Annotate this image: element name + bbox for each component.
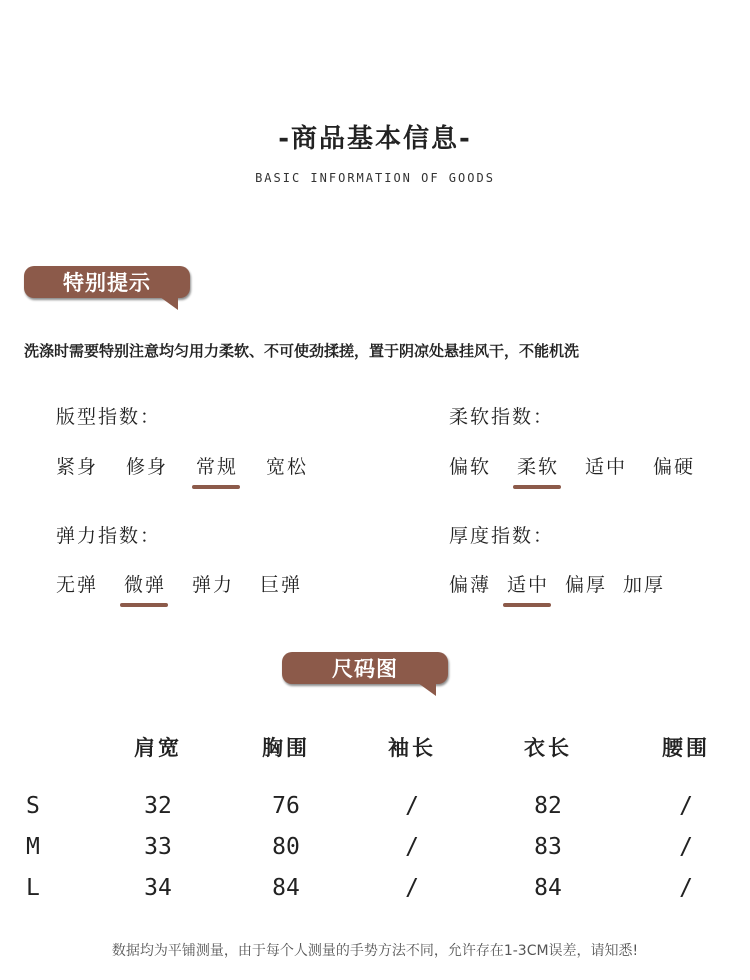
- table-cell: 84: [534, 875, 562, 901]
- fit-option: 修身: [126, 456, 169, 478]
- special-notice-tag: 特别提示: [24, 266, 190, 298]
- thickness-option: 加厚: [623, 574, 666, 596]
- softness-option-selected: 柔软: [517, 452, 559, 479]
- table-cell: 83: [534, 834, 562, 860]
- size-label: M: [26, 834, 40, 860]
- softness-index-options: [449, 452, 695, 479]
- size-chart-tag: 尺码图: [282, 652, 448, 684]
- fit-option-selected: 常规: [196, 452, 238, 479]
- table-cell: 76: [272, 793, 300, 819]
- page-title: -商品基本信息-: [278, 124, 472, 154]
- table-row: [0, 868, 750, 908]
- softness-option: 偏硬: [653, 456, 696, 478]
- column-header: 袖长: [388, 736, 436, 760]
- table-cell: 82: [534, 793, 562, 819]
- softness-option: 偏软: [449, 456, 492, 478]
- table-cell: /: [405, 834, 419, 860]
- table-row: [0, 827, 750, 867]
- table-row: [0, 786, 750, 826]
- fit-index-title: 版型指数：: [56, 406, 162, 428]
- thickness-index-options: [449, 570, 665, 597]
- size-label: S: [26, 793, 40, 819]
- elasticity-option-selected: 微弹: [124, 570, 166, 597]
- table-cell: /: [679, 875, 693, 901]
- column-header: 胸围: [262, 736, 310, 760]
- table-cell: 32: [144, 793, 172, 819]
- fit-index-options: [56, 452, 308, 479]
- column-header: 腰围: [662, 736, 710, 760]
- table-cell: /: [679, 793, 693, 819]
- thickness-index-title: 厚度指数：: [449, 525, 555, 547]
- table-cell: 80: [272, 834, 300, 860]
- elasticity-index-options: [56, 570, 302, 597]
- elasticity-option: 无弹: [56, 574, 99, 596]
- table-cell: /: [405, 793, 419, 819]
- page-subtitle: BASIC INFORMATION OF GOODS: [255, 171, 495, 185]
- table-cell: 33: [144, 834, 172, 860]
- fit-option: 紧身: [56, 456, 99, 478]
- table-cell: 34: [144, 875, 172, 901]
- table-cell: /: [679, 834, 693, 860]
- elasticity-option: 巨弹: [260, 574, 303, 596]
- elasticity-index-title: 弹力指数：: [56, 525, 162, 547]
- fit-option: 宽松: [266, 456, 309, 478]
- care-notice: 洗涤时需要特别注意均匀用力柔软、不可使劲揉搓，置于阴凉处悬挂风干，不能机洗: [24, 342, 580, 360]
- table-cell: 84: [272, 875, 300, 901]
- size-chart-header: [0, 728, 750, 768]
- softness-index-title: 柔软指数：: [449, 406, 555, 428]
- column-header: 肩宽: [134, 736, 182, 760]
- column-header: 衣长: [524, 736, 572, 760]
- thickness-option: 偏薄: [449, 574, 492, 596]
- thickness-option: 偏厚: [565, 574, 608, 596]
- elasticity-option: 弹力: [192, 574, 235, 596]
- measurement-disclaimer: 数据均为平铺测量，由于每个人测量的手势方法不同，允许存在1-3CM误差，请知悉!: [111, 943, 639, 959]
- size-label: L: [26, 875, 40, 901]
- thickness-option-selected: 适中: [507, 570, 549, 597]
- softness-option: 适中: [585, 456, 628, 478]
- table-cell: /: [405, 875, 419, 901]
